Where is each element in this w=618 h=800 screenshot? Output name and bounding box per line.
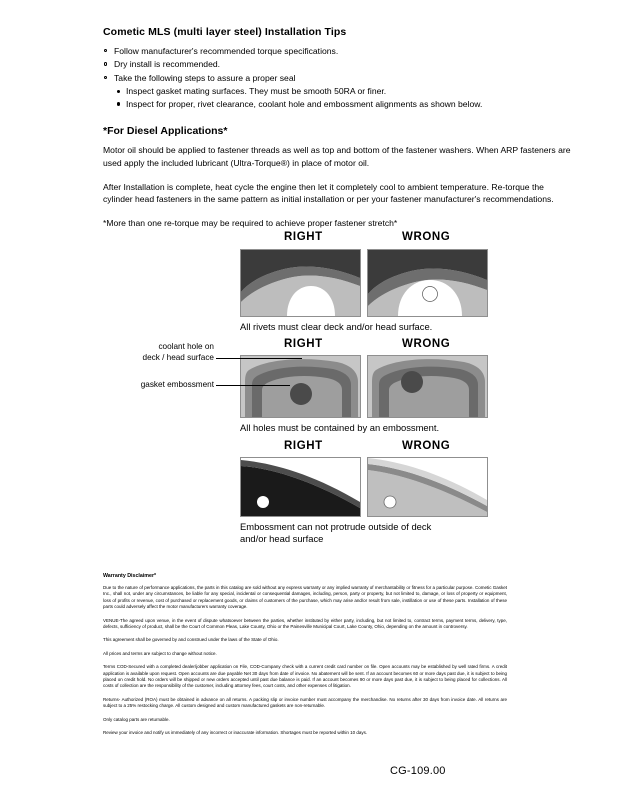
tip-text: Follow manufacturer's recommended torque specifications.	[114, 46, 339, 56]
figure3-wrong-panel	[367, 457, 488, 517]
figure1-wrong-illustration	[368, 250, 487, 316]
sub-tip-text: Inspect for proper, rivet clearance, coolant hole and embossment alignments as shown below.	[126, 98, 483, 109]
warranty-paragraph: Due to the nature of performance applications, the parts in this catalog are sold without any express warranty or any implied warranty of merchantability or fitness for a particular purpose. Cometic Gasket Inc., shall not, under any circumstances, be liable for any special, incidental or consequential damages, including, person, party or property, but not limited to, damage, or loss of property or equipment, loss of profits or revenue, cost of purchased or replacement goods, or claims of customers of the purchase, which may arise and/or result from sale, instillation or use of these parts. Installation of these parts could adversely affect the motor manufacturers warranty coverage.	[103, 585, 507, 610]
figure3-right-label: RIGHT	[284, 440, 323, 452]
tip-text: Dry install is recommended.	[114, 59, 221, 70]
leader-line-embossment	[216, 385, 290, 386]
figure1-right-illustration	[241, 250, 360, 316]
gasket-embossment-annotation: gasket embossment	[140, 380, 214, 389]
tip-text: Take the following steps to assure a proper seal	[114, 72, 296, 83]
figure2-right-panel	[240, 355, 361, 418]
page-title: Cometic MLS (multi layer steel) Installation Tips	[103, 26, 347, 38]
figure2-wrong-illustration	[368, 356, 487, 417]
figure2-right-illustration	[241, 356, 360, 417]
warranty-paragraph: This agreement shall be governed by and construed under the laws of the State of Ohio.	[103, 637, 279, 643]
diesel-section-heading: *For Diesel Applications*	[103, 125, 228, 138]
warranty-paragraph: VENUE-The agreed upon venue, in the event of dispute whatsoever between the parties, whether instituted by either party, including, but not limited to, contract terms, payment terms, delivery, type, defects, sufficiency of product, shall be the Court of Common Pleas, Lake County, Ohio or the Painesville Municipal Court, Lake County, Ohio, depending on the amount in controversy.	[103, 617, 507, 630]
warranty-heading: Warranty Disclaimer*	[103, 573, 157, 579]
warranty-paragraph: Review your invoice and notify us immediately of any incorrect or inaccurate information. Shortages must be reported within 10 days.	[103, 730, 368, 736]
coolant-hole-annotation: coolant hole on deck / head surface	[142, 342, 214, 362]
figure2-right-label: RIGHT	[284, 338, 323, 350]
warranty-disclaimer-section	[103, 573, 507, 744]
figure3-right-illustration	[241, 458, 360, 516]
figure3-right-panel	[240, 457, 361, 517]
warranty-paragraph: Returns- Authorized (ROA) must be obtained in advance on all returns. A packing slip or invoice number must accompany the merchandise. No returns after 30 days from invoice date. All returns are subject to a 25% restocking charge. All custom designed and custom manufactured gaskets are non-returnable.	[103, 696, 507, 709]
figure1-wrong-label: WRONG	[402, 231, 451, 243]
diesel-paragraph-3: *More than one re-torque may be required to achieve proper fastener stretch*	[103, 217, 398, 228]
diesel-paragraph-1: Motor oil should be applied to fastener threads as well as top and bottom of the fastener washers. When ARP fasteners are used apply the included lubricant (Ultra-Torque®) in place of motor oil.	[103, 145, 571, 168]
figure1-caption: All rivets must clear deck and/or head surface.	[240, 321, 433, 332]
leader-line-coolant	[216, 358, 302, 359]
warranty-paragraph: Only catalog parts are returnable.	[103, 716, 170, 722]
figure2-wrong-panel	[367, 355, 488, 418]
figure1-right-label: RIGHT	[284, 231, 323, 243]
warranty-paragraph: All prices and terms are subject to change without notice.	[103, 650, 217, 656]
document-code: CG-109.00	[390, 765, 446, 777]
figure2-wrong-label: WRONG	[402, 338, 451, 350]
figure1-right-panel	[240, 249, 361, 317]
figure3-wrong-label: WRONG	[402, 440, 451, 452]
figure1-wrong-panel	[367, 249, 488, 317]
diesel-paragraph-2: After Installation is complete, heat cycle the engine then let it completely cool to ambient temperature. Re-torque the cylinder head fasteners in the same pattern as initial installation or per your fastener manufacturer's recommendations.	[103, 181, 554, 205]
warranty-paragraph: Terms COD-Secured with a completed dealer/jobber application on File, COD-Company check with a current credit card number on file. Open accounts may be established by well rated firms. A credit application is available upon request. Open accounts are due payable Net 30 days from date of invoice. No abatement will be sent. If an account becomes 60 or more days past due, it is subject to being placed on credit hold. No orders will be shipped or new orders accepted until past due balance is paid. If an account becomes 90 or more days past due, it is subject to being placed for collections. All costs of collection are the responsibility of the customer, including attorney fees, court costs, and other expenses of litigation.	[103, 664, 507, 689]
figure3-wrong-illustration	[368, 458, 487, 516]
figure2-caption: All holes must be contained by an embossment.	[240, 422, 440, 433]
figure3-caption: Embossment can not protrude outside of deck and/or head surface	[240, 521, 432, 544]
sub-tip-text: Inspect gasket mating surfaces. They must be smooth 50RA or finer.	[126, 86, 387, 97]
